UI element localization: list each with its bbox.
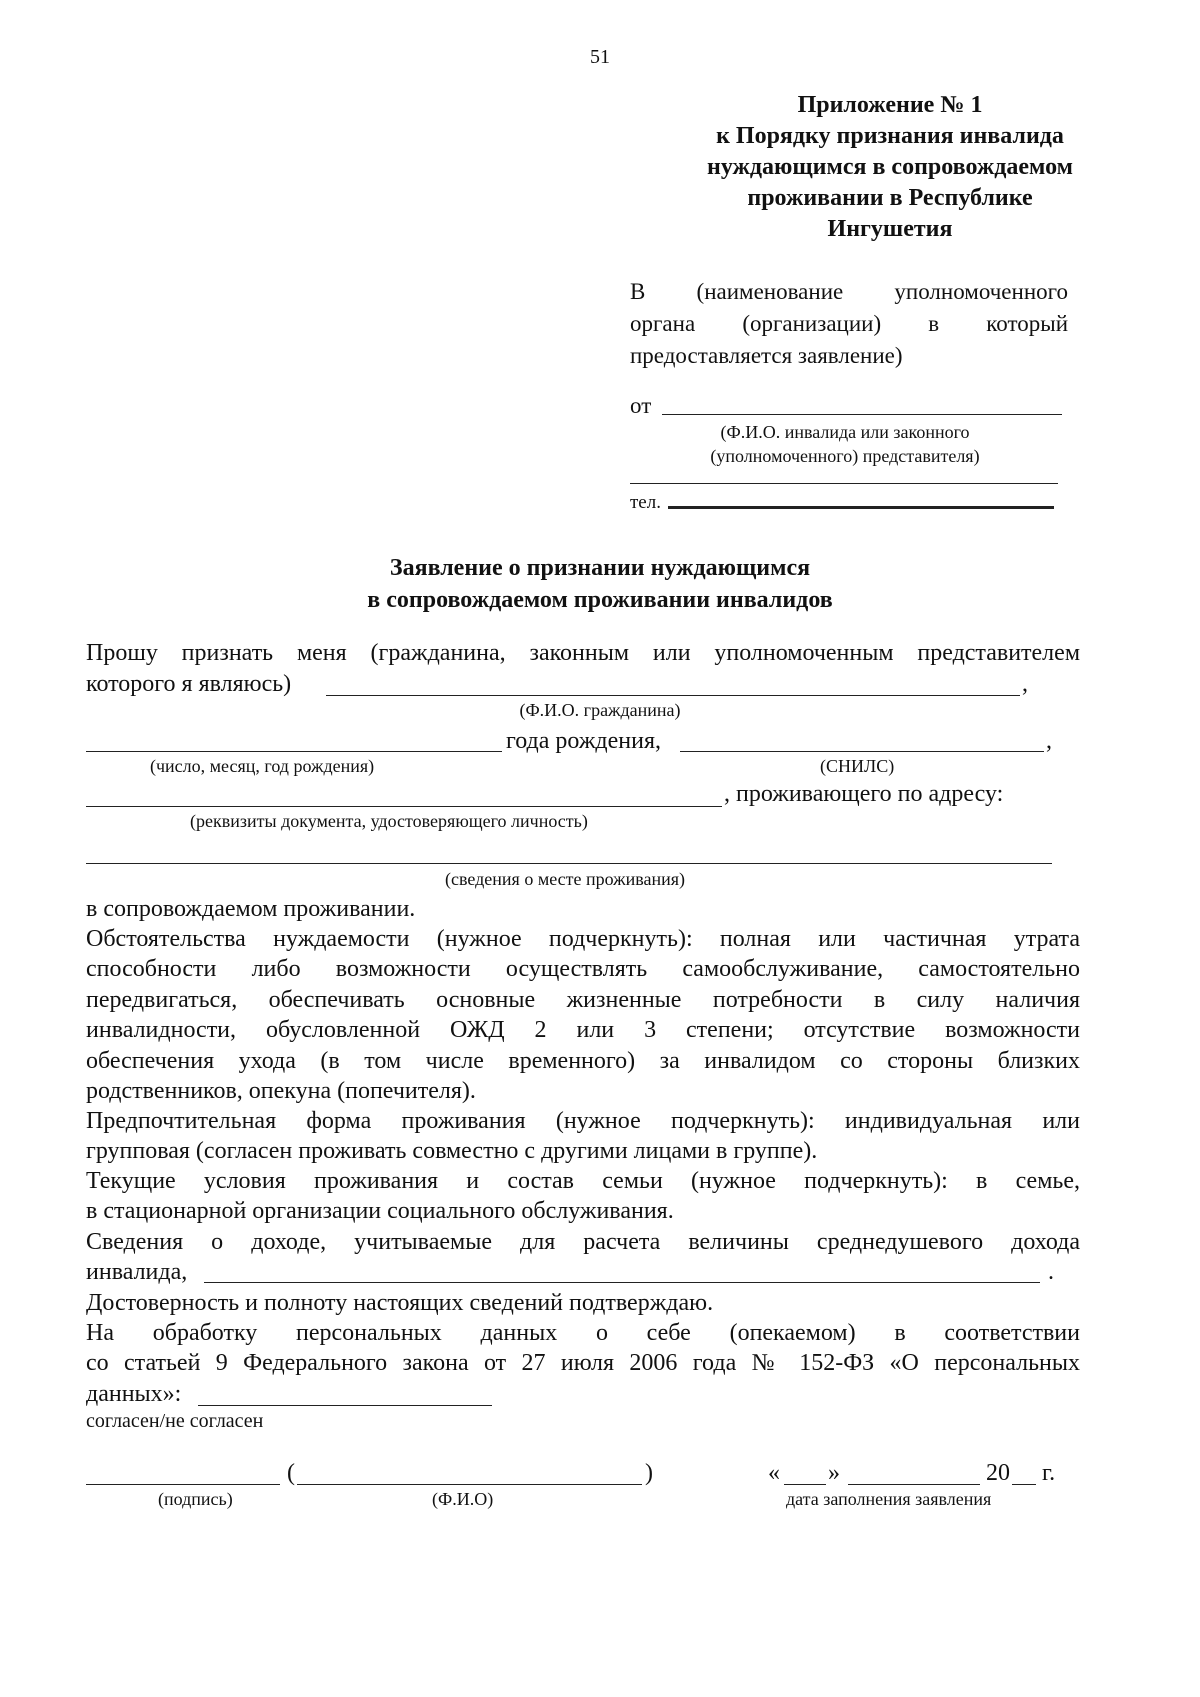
request-line-2-suffix: ,	[1022, 671, 1028, 697]
address-text: , проживающего по адресу:	[724, 781, 1004, 807]
fio-paren-close: )	[645, 1460, 653, 1486]
income-line-1: Сведения о доходе, учитываемые для расчета величины среднедушевого дохода	[86, 1229, 1080, 1255]
phone-field-line[interactable]	[668, 506, 1054, 509]
addressee-line-2: органа (организации) в который	[630, 311, 1068, 336]
appendix-line-2: к Порядку признания инвалида	[716, 123, 1064, 149]
income-line-2-suffix: .	[1048, 1259, 1054, 1285]
year-prefix: 20	[986, 1460, 1010, 1486]
residence-line[interactable]	[86, 863, 1052, 864]
title-line-2: в сопровождаемом проживании инвалидов	[367, 587, 833, 613]
from-second-line[interactable]	[630, 483, 1058, 484]
birthdate-line[interactable]	[86, 751, 502, 752]
preferred-form-line-2: групповая (согласен проживать совместно с другими лицами в группе).	[86, 1138, 818, 1165]
hint-snils: (СНИЛС)	[820, 756, 895, 776]
hint-citizen-fio: (Ф.И.О. гражданина)	[519, 700, 681, 720]
appendix-line-5: Ингушетия	[827, 216, 953, 242]
appendix-line-1: Приложение № 1	[797, 92, 983, 118]
personal-data-paragraph	[86, 1318, 1080, 1379]
phone-label: тел.	[630, 492, 661, 513]
birth-suffix: ,	[1046, 728, 1052, 754]
consent-options: согласен/не согласен	[86, 1410, 264, 1432]
addressee-line-1: В (наименование уполномоченного	[630, 279, 1068, 304]
date-day-line[interactable]	[784, 1484, 826, 1485]
hint-birthdate: (число, месяц, год рождения)	[150, 756, 375, 776]
current-conditions-line-1: Текущие условия проживания и состав семьи (нужное подчеркнуть): в семье,	[86, 1168, 1080, 1194]
hint-document: (реквизиты документа, удостоверяющего личность)	[190, 811, 588, 831]
circumstances-line: способности либо возможности осуществлять самообслуживание, самостоятельно	[86, 956, 1080, 983]
signature-line[interactable]	[86, 1484, 280, 1485]
circumstances-line: обеспечения ухода (в том числе временного) за инвалидом со стороны близких	[86, 1047, 1080, 1074]
circumstances-last-line: родственников, опекуна (попечителя).	[86, 1078, 476, 1105]
personal-data-line-2: со статьей 9 Федерального закона от 27 июля 2006 года № 152-ФЗ «О персональных	[86, 1350, 1080, 1377]
from-hint	[630, 420, 1060, 468]
personal-data-line-1: На обработку персональных данных о себе (опекаемом) в соответствии	[86, 1320, 1080, 1346]
document-title	[0, 552, 1200, 616]
from-field-line[interactable]	[662, 414, 1062, 415]
signature-fio-line[interactable]	[297, 1484, 642, 1485]
date-year-line[interactable]	[1012, 1484, 1036, 1485]
from-label: от	[630, 393, 652, 418]
personal-data-line-3-prefix: данных»:	[86, 1381, 182, 1407]
preferred-form-line-1: Предпочтительная форма проживания (нужное подчеркнуть): индивидуальная или	[86, 1108, 1080, 1134]
page-number: 51	[590, 46, 610, 68]
date-month-line[interactable]	[848, 1484, 980, 1485]
hint-residence: (сведения о месте проживания)	[445, 869, 686, 889]
addressee-block	[630, 276, 1068, 372]
citizen-fio-line[interactable]	[326, 695, 1020, 696]
hint-signature-fio: (Ф.И.О)	[432, 1489, 494, 1509]
confirmation-text: Достоверность и полноту настоящих сведений подтверждаю.	[86, 1290, 714, 1316]
from-hint-line-2: (уполномоченного) представителя)	[710, 446, 980, 466]
date-quote-close: »	[828, 1460, 840, 1486]
consent-field-line[interactable]	[198, 1405, 492, 1406]
hint-fill-date: дата заполнения заявления	[786, 1489, 992, 1509]
request-line-1: Прошу признать меня (гражданина, законным или уполномоченным представителем	[86, 640, 1080, 666]
title-line-1: Заявление о признании нуждающимся	[389, 555, 811, 581]
appendix-header	[650, 90, 1130, 245]
current-conditions-line-2: в стационарной организации социального обслуживания.	[86, 1198, 674, 1225]
date-quote-open: «	[768, 1460, 780, 1486]
snils-line[interactable]	[680, 751, 1044, 752]
income-line-2-prefix: инвалида,	[86, 1259, 188, 1285]
year-suffix: г.	[1042, 1460, 1056, 1486]
hint-signature: (подпись)	[158, 1489, 233, 1509]
from-hint-line-1: (Ф.И.О. инвалида или законного	[720, 422, 970, 442]
request-line-2-prefix: которого я являюсь)	[86, 671, 292, 697]
request-closing: в сопровождаемом проживании.	[86, 896, 416, 922]
appendix-line-3: нуждающимся в сопровождаемом	[707, 154, 1073, 180]
fio-paren-open: (	[287, 1460, 295, 1486]
birth-text: года рождения,	[506, 728, 661, 754]
appendix-line-4: проживании в Республике	[747, 185, 1033, 211]
preferred-form-paragraph	[86, 1106, 1080, 1167]
current-conditions-paragraph	[86, 1166, 1080, 1227]
circumstances-paragraph	[86, 924, 1080, 1106]
addressee-line-3: предоставляется заявление)	[630, 343, 903, 368]
income-field-line[interactable]	[204, 1282, 1040, 1283]
circumstances-line: Обстоятельства нуждаемости (нужное подчеркнуть): полная или частичная утрата	[86, 926, 1080, 952]
circumstances-line: инвалидности, обусловленной ОЖД 2 или 3 степени; отсутствие возможности	[86, 1017, 1080, 1044]
document-line[interactable]	[86, 806, 722, 807]
circumstances-line: передвигаться, обеспечивать основные жизненные потребности в силу наличия	[86, 986, 1080, 1013]
